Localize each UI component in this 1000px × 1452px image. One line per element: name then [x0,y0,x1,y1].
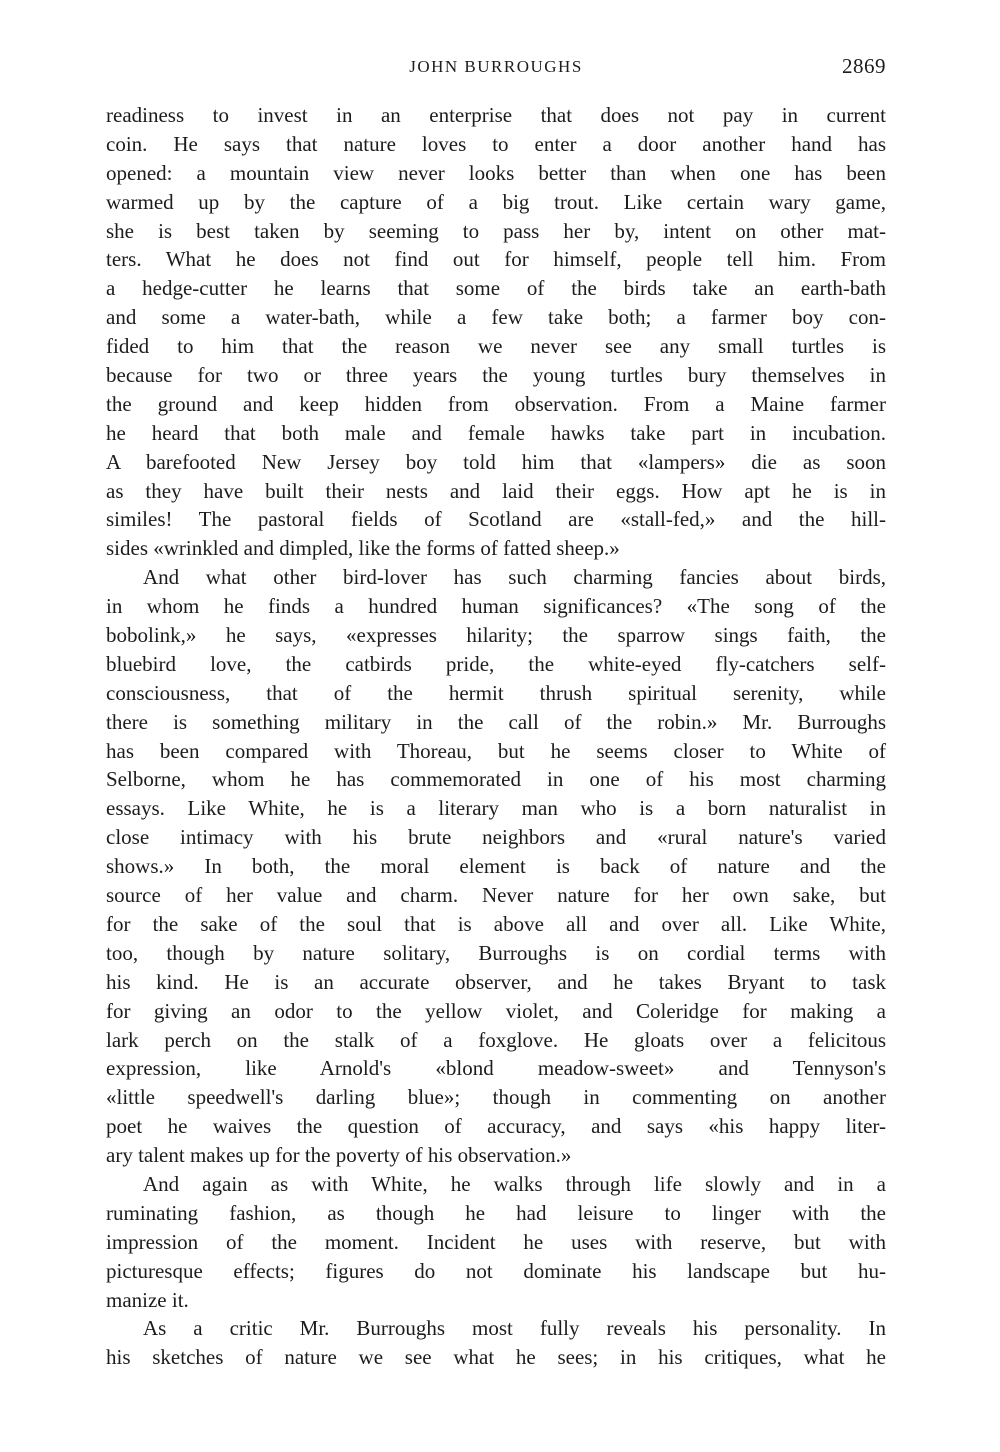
text-line: the ground and keep hidden from observation. From a Maine farmer [106,391,886,416]
text-line: Selborne, whom he has commemorated in one of his most charming [106,767,886,792]
text-line: «little speedwell's darling blue»; though in commenting on another [106,1085,886,1110]
text-line: for the sake of the soul that is above all and over all. Like White, [106,911,886,936]
text-line: As a critic Mr. Burroughs most fully reveals his personality. In [143,1316,886,1341]
text-line: readiness to invest in an enterprise that does not pay in current [106,103,886,127]
text-line: picturesque effects; figures do not dominate his landscape but hu- [106,1258,886,1283]
text-line: sides «wrinkled and dimpled, like the forms of fatted sheep.» [106,536,620,561]
page-number: 2869 [842,54,886,78]
text-line: he heard that both male and female hawks take part in incubation. [106,420,886,445]
text-line: his kind. He is an accurate observer, and he takes Bryant to task [106,969,886,994]
text-line: poet he waives the question of accuracy, and says «his happy liter- [106,1114,886,1139]
text-line: his sketches of nature we see what he sees; in his critiques, what he [106,1345,886,1370]
text-line: A barefooted New Jersey boy told him that «lampers» die as soon [106,449,886,474]
text-line: ruminating fashion, as though he had leisure to linger with the [106,1200,886,1225]
text-line: And again as with White, he walks through life slowly and in a [143,1171,886,1196]
text-line: lark perch on the stalk of a foxglove. He gloats over a felicitous [106,1027,886,1052]
text-line: because for two or three years the young turtles bury themselves in [106,363,886,388]
text-line: bluebird love, the catbirds pride, the white-eyed fly-catchers self- [106,651,886,676]
text-line: shows.» In both, the moral element is back of nature and the [106,854,886,879]
text-line: bobolink,» he says, «expresses hilarity; the sparrow sings faith, the [106,623,886,648]
text-line: source of her value and charm. Never nature for her own sake, but [106,883,886,908]
text-line: ters. What he does not find out for himself, people tell him. From [106,247,886,272]
body-text [106,101,886,1372]
running-title: JOHN BURROUGHS [409,57,583,76]
text-line: ary talent makes up for the poverty of his observation.» [106,1143,572,1168]
text-line: similes! The pastoral fields of Scotland are «stall-fed,» and the hill- [106,507,886,532]
text-line: manize it. [106,1287,189,1312]
text-line: warmed up by the capture of a big trout. Like certain wary game, [106,189,886,214]
text-line: expression, like Arnold's «blond meadow-sweet» and Tennyson's [106,1056,886,1081]
text-line: a hedge-cutter he learns that some of the birds take an earth-bath [106,276,886,301]
text-line: too, though by nature solitary, Burroughs is on cordial terms with [106,940,886,965]
text-line: as they have built their nests and laid their eggs. How apt he is in [106,478,886,503]
text-line: fided to him that the reason we never see any small turtles is [106,334,886,359]
text-line: there is something military in the call of the robin.» Mr. Burroughs [106,709,886,734]
text-line: opened: a mountain view never looks better than when one has been [106,160,886,185]
text-line: essays. Like White, he is a literary man who is a born naturalist in [106,796,886,821]
text-line: and some a water-bath, while a few take both; a farmer boy con- [106,305,886,330]
text-line: she is best taken by seeming to pass her by, intent on other mat- [106,218,886,243]
text-line: impression of the moment. Incident he uses with reserve, but with [106,1229,886,1254]
running-head [106,54,886,84]
text-line: for giving an odor to the yellow violet, and Coleridge for making a [106,998,886,1023]
text-line: And what other bird-lover has such charming fancies about birds, [143,565,886,590]
text-line: coin. He says that nature loves to enter a door another hand has [106,131,886,156]
text-line: has been compared with Thoreau, but he seems closer to White of [106,738,886,763]
text-line: close intimacy with his brute neighbors and «rural nature's varied [106,825,886,850]
text-line: consciousness, that of the hermit thrush spiritual serenity, while [106,680,886,705]
text-line: in whom he finds a hundred human significances? «The song of the [106,594,886,619]
